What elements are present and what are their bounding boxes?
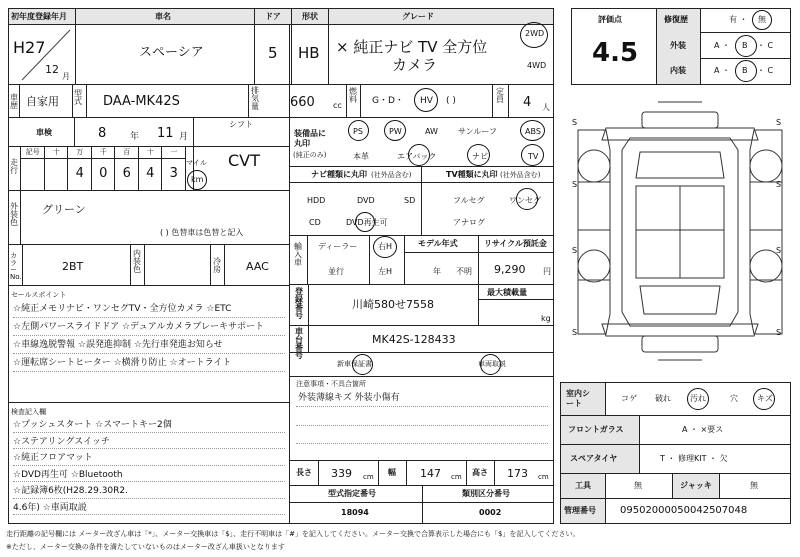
mile-unit-mile: マイル [186,159,207,167]
new-warranty: 新車保証書 [337,360,372,368]
tv-fullseg: フルセグ [453,196,485,205]
maxload-line [478,299,554,300]
grade-line1: × 純正ナビ TV 全方位 [336,38,488,56]
capacity-value: 4 [523,95,532,110]
sales-point-label: セールスポイント [11,291,67,299]
tv-sub: (社外品含む) [500,171,541,179]
exterior-c: ・ C [757,41,774,50]
sales-point-line: ☆左側パワースライドドア ☆デュアルカメラブレーキサポート [13,322,265,332]
seat-ana: 穴 [730,394,738,403]
insp-month-unit: 月 [179,132,189,142]
ac-value: AAC [246,260,269,273]
wheel-front-right [750,150,782,182]
jack-divider-2 [719,473,720,499]
cc-divider [248,84,249,118]
diagram-mark: S [572,118,578,127]
mile-digit: 3 [169,166,178,181]
grade-line2: カメラ [392,56,438,74]
colorno-divider [22,244,23,286]
fuel-divider-2 [360,84,361,118]
repair-label: 修復歴 [664,15,688,24]
mile-digit: 6 [122,166,131,181]
height-divider-2 [494,460,495,486]
import-label: 輸入車 [294,242,302,267]
glass-label: フロントガラス [568,425,624,434]
notes-dots-1 [296,406,548,407]
model-value: DAA-MK42S [103,94,180,109]
mileage-label: 走行 [10,158,18,175]
drive-2wd: 2WD [525,29,545,38]
type-no-label: 型式指定番号 [328,489,376,498]
new-warranty-circle [352,354,373,375]
color-divider [20,190,21,245]
fuel-divider [346,84,347,118]
diagram-mark: S [572,328,578,337]
tools-label: 工具 [575,481,591,490]
inspection-divider [74,117,75,147]
car-diagram [566,90,794,372]
grade-label: グレード [402,12,434,21]
inspection-note-dots [13,481,285,482]
inspection-note-dots [13,465,285,466]
diagram-mark: S [776,328,782,337]
equip-airbag: エアバック [397,152,437,161]
color-no: 2BT [62,260,84,273]
mile-header: 万 [76,148,84,156]
mile-digit: 4 [146,166,155,181]
repair-opts: 有 ・ [729,15,748,24]
navi-hdd: HDD [307,196,326,205]
mile-header: 百 [123,148,131,156]
insp-year-unit: 年 [130,132,140,142]
drive-2wd-circle [520,22,548,48]
mile-cell [21,146,45,191]
length-divider [318,460,319,486]
height-label: 高さ [472,468,488,477]
plate-divider [308,284,309,326]
sales-point-dots [13,353,285,354]
sales-point-line: ☆車線逸脱警報 ☆誤発進抑制 ☆先行車発進お知らせ [13,340,223,350]
model-year-divider [404,235,405,285]
height-divider [466,460,467,486]
ac-label: 冷房 [213,257,221,274]
mile-header: 記号 [25,148,40,156]
mile-cell [45,146,69,191]
interior-label: 内装 [670,66,686,75]
navi-dvd: DVD [357,196,375,205]
mile-header: 千 [99,148,107,156]
seat-yogore-circle [687,388,709,410]
mile-digit: 0 [99,166,108,181]
inspection-note-line: ☆純正フロアマット [13,453,93,463]
notes-dots-2 [296,425,548,426]
vin-value: MK42S-128433 [372,333,456,346]
spare-value: T ・ 修理KIT ・ 欠 [660,454,728,463]
equip-aw: AW [425,127,438,136]
equip-airbag-circle [408,144,430,166]
car-rear-view [602,324,758,360]
inspection-note-dots [13,498,285,499]
recycle-unit: 円 [543,267,551,276]
name-label: 車名 [155,12,171,21]
car-front-view [602,102,758,140]
fuel-options: G・D・ [372,96,404,106]
width-divider [378,460,379,486]
shift-label: シフト [229,120,253,129]
equip-navi-circle [467,144,490,166]
insp-year: 8 [98,126,107,141]
inspection-note-line: ☆記録簿6枚(H28.29.30R2. [13,486,128,496]
color-note: ( ) 色替車は色替と記入 [160,228,244,237]
fuel-label: 燃料 [349,87,357,104]
wheel-rear-left [578,250,610,282]
inspection-note-dots [13,448,285,449]
navi-dvd-play-circle [355,212,375,232]
equip-leather: 本革 [353,152,369,161]
import-dealer: ディーラー [318,242,358,251]
row-color [8,190,290,245]
interior-divider [130,244,131,286]
seat-label: 室内シート [566,389,590,409]
tv-analog: アナログ [453,218,485,227]
grade-label-divider [700,8,701,85]
width-unit: cm [451,473,462,481]
navi-sd: SD [404,196,416,205]
notes-dots-3 [296,443,548,444]
use-value: 自家用 [26,95,59,108]
car-right-side [750,130,782,334]
car-left-side [578,130,610,334]
capacity-divider [492,84,493,118]
vin-label: 車台番号 [295,327,303,360]
notes-value: 外装薄線キズ 外装小傷有 [298,393,400,403]
glass-value: A ・ ×要ス [682,425,724,434]
plate-label: 登録番号 [295,287,303,320]
mgmt-label: 管理番号 [564,506,596,515]
maxload-divider [478,284,479,326]
first-reg-month: 12 [45,63,59,76]
navi-cd: CD [309,218,321,227]
seat-divider [605,382,606,416]
diagram-mark: S [572,246,578,255]
fuel-hv-circle [414,88,438,112]
first-reg-year: H27 [13,38,46,57]
navi-header-line [289,182,422,183]
interior-color-label: 内装色 [133,249,141,274]
sales-point-line: ☆純正メモリナビ・ワンセグTV・全方位カメラ ☆ETC [13,304,232,314]
sales-point-dots [13,371,285,372]
inspection-note-dots [13,432,285,433]
inspection-label: 車検 [36,128,52,137]
wheel-front-left [578,150,610,182]
equip-pw: PW [389,127,402,136]
doors-label: ドア [265,12,281,21]
footer-line1: 走行距離の記号欄には メーター改ざん車は「*」、メーター交換車は「$」、走行不明車は「#」を記入してください。メーター交換で合算表示した場合にも「$」を記入してください。 [6,530,580,538]
navi-sub: (社外品含む) [371,171,412,179]
shape-value: HB [298,44,320,62]
car-body-outline [622,138,738,326]
drive-4wd: 4WD [527,61,547,70]
equip-sunroof: サンルーフ [458,127,497,136]
length-label: 長さ [296,468,312,477]
color-label: 外装色 [10,202,18,227]
score-label: 評価点 [598,15,622,24]
sales-point-line: ☆運転席シートヒーター ☆横滑り防止 ☆オートライト [13,358,232,368]
tools-divider [605,473,606,499]
interior-divider-2 [144,244,145,286]
cc-value: 660 [290,95,315,110]
seat-koge: コゲ [621,394,637,403]
inspection-note-line: ☆ステアリングスイッチ [13,436,110,447]
length-value: 339 [331,467,352,480]
mile-unit-km: km [191,175,204,184]
interior-b-circle [735,60,757,82]
use-divider [72,84,73,118]
ac-divider [210,244,211,286]
recycle-label: リサイクル預託金 [484,239,547,248]
navi-label: ナビ種類に丸印 [311,170,367,179]
handle-right-circle [373,236,397,258]
cc-unit: cc [333,101,342,110]
equip-pw-circle [384,120,406,141]
height-unit: cm [538,473,549,481]
equip-abs-circle [520,120,545,141]
equip-ps-circle [348,120,369,141]
mile-km-circle [187,170,207,190]
car-name: スペーシア [139,45,204,60]
shift-value: CVT [228,151,260,170]
grade-header [328,8,554,25]
tv-oneseg-circle [516,188,538,210]
exterior-label: 外装 [670,41,686,50]
first-reg-month-unit: 月 [62,72,70,81]
recycle-divider [478,235,479,285]
tv-header-line [421,182,554,183]
import-parallel: 並行 [328,267,344,276]
mile-header-line [21,158,186,159]
width-label: 幅 [388,468,396,477]
equip-navi: ナビ [472,152,488,161]
seat-yogore: 汚れ [690,394,706,403]
capacity-unit: 人 [542,103,550,112]
mile-digit: 4 [75,166,84,181]
interior-c: ・ C [757,66,774,75]
navi-dvd-play: DVD再生可 [346,218,388,227]
capacity-label: 定員 [496,87,504,104]
diagram-mark: S [776,180,782,189]
equip-tv-circle [521,144,544,166]
inspection-notes-label: 検査記入欄 [11,408,46,416]
tv-label: TV種類に丸印 [446,170,498,179]
class-no-value: 0002 [479,508,502,517]
length-unit: cm [363,473,374,481]
vin-divider [308,325,309,353]
equip-ps: PS [353,127,363,136]
notes-label: 注意事項・不具合箇所 [296,380,366,388]
handle-left: 左H [378,267,393,276]
glass-divider [639,415,640,445]
exterior-a: A ・ [714,41,731,50]
diagram-mark: S [572,180,578,189]
insp-month: 11 [157,126,174,141]
color-no-label: カラーNo. [10,252,22,281]
inspection-note-line: ☆DVD再生可 ☆Bluetooth [13,469,123,480]
model-year-line [404,252,554,253]
fuel-paren: ( ) [446,96,456,106]
seat-kizu-circle [753,388,775,410]
footer-line2: ※ただし、メーター交換の条件を満たしていないものはメーター改ざん車扱いとなります [6,543,285,551]
model-year-unknown: 不明 [456,267,472,276]
inspection-note-line: ☆プッシュスタート ☆スマートキー2個 [13,420,172,430]
jack-label: ジャッキ [680,481,712,490]
type-no-value: 18094 [341,508,369,517]
spare-label: スペアタイヤ [570,454,618,463]
warranty-box [289,352,554,377]
sales-point-dots [13,317,285,318]
width-value: 147 [420,467,441,480]
equip-tv: TV [528,152,539,161]
plate-value: 川崎580せ7558 [352,298,434,311]
height-value: 173 [507,467,528,480]
equip-abs: ABS [525,127,541,136]
inspection-note-line: 4.6年) ☆車両取説 [13,502,87,513]
max-load-unit: kg [541,314,551,323]
model-year-label: モデル年式 [418,239,458,248]
jack-value: 無 [750,481,758,490]
seat-yabure: 破れ [655,394,671,403]
exterior-b-circle [735,35,757,57]
spare-divider [639,444,640,474]
first-reg-label: 初年度登録年月 [11,12,67,21]
sales-point-dots [13,335,285,336]
recycle-value: 9,290 [494,263,526,276]
model-divider [86,84,87,118]
import-divider [307,235,308,285]
equipment-label: 装備品に丸印 [294,129,326,149]
fuel-hv: HV [420,96,433,106]
mile-header: 十 [52,148,60,156]
repair-none-circle [752,10,772,30]
manual: 車両取説 [478,360,506,368]
mgmt-value: 09502000050042507048 [620,505,748,516]
equipment-sub: (純正のみ) [293,151,327,159]
use-label: 車歴 [10,93,18,110]
notes-box [289,376,554,461]
interior-b: B [742,66,748,75]
seat-kizu: キズ [757,394,773,403]
mgmt-divider [605,498,606,524]
handle-right: 右H [378,242,393,251]
max-load-label: 最大積載量 [487,288,527,297]
repair-none: 無 [758,15,766,24]
class-no-label: 類別区分番号 [462,489,510,498]
ac-divider-2 [224,244,225,286]
typeno-divider [422,485,423,524]
width-divider-2 [406,460,407,486]
mile-header: 一 [170,148,178,156]
shape-label: 形状 [302,12,318,21]
exterior-b: B [742,41,748,50]
manual-circle [480,354,501,375]
handle-divider [369,235,370,285]
color-value: グリーン [42,203,86,216]
interior-a: A ・ [714,66,731,75]
cc-label: 排気量 [251,86,259,111]
model-year-unit: 年 [433,267,441,276]
tools-value: 無 [634,481,642,490]
score-value: 4.5 [592,38,639,68]
tv-oneseg: ワンセグ [509,196,541,205]
diagram-mark: S [776,246,782,255]
capacity-divider-2 [508,84,509,118]
diagram-mark: S [776,118,782,127]
model-label: 型式 [74,89,82,106]
inspection-note-dots [13,514,285,515]
doors-value: 5 [268,44,278,62]
mile-header: 十 [146,148,154,156]
